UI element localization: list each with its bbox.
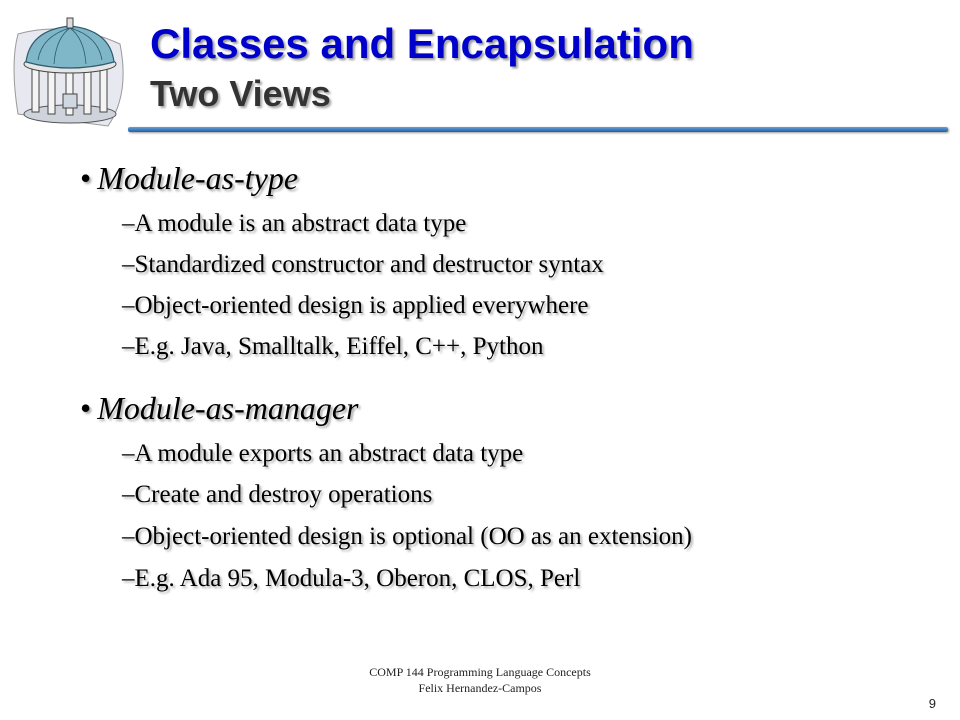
old-well-logo <box>8 14 133 132</box>
slide-title: Classes and Encapsulation <box>150 20 694 67</box>
dash-icon: – <box>122 292 135 319</box>
title-underline-rule <box>128 127 948 132</box>
sub-item: –Object-oriented design is applied everywhere <box>122 292 589 319</box>
sub-item: –Object-oriented design is optional (OO as an extension) <box>122 523 692 550</box>
bullet-dot-icon: • <box>80 390 92 426</box>
sub-item: –A module is an abstract data type <box>122 210 467 237</box>
dash-icon: – <box>122 210 135 237</box>
bullet-heading: Module-as-manager <box>97 390 359 426</box>
footer-author: Felix Hernandez-Campos <box>418 681 542 695</box>
dash-icon: – <box>122 440 135 467</box>
sub-item: –E.g. Java, Smalltalk, Eiffel, C++, Python <box>122 333 544 360</box>
dash-icon: – <box>122 565 135 592</box>
bullet-module-as-manager <box>80 390 358 427</box>
dash-icon: – <box>122 333 135 360</box>
bullet-heading: Module-as-type <box>97 160 299 196</box>
sub-item: –Standardized constructor and destructor syntax <box>122 251 604 278</box>
bullet-dot-icon: • <box>80 160 92 196</box>
dash-icon: – <box>122 481 135 508</box>
slide-subtitle: Two Views <box>150 73 331 114</box>
dash-icon: – <box>122 251 135 278</box>
sub-item: –A module exports an abstract data type <box>122 440 524 467</box>
sub-item: –Create and destroy operations <box>122 481 433 508</box>
page-number: 9 <box>928 696 936 711</box>
dash-icon: – <box>122 523 135 550</box>
footer-course: COMP 144 Programming Language Concepts <box>369 665 591 679</box>
bullet-module-as-type <box>80 160 298 197</box>
sub-item: –E.g. Ada 95, Modula-3, Oberon, CLOS, Perl <box>122 565 581 592</box>
